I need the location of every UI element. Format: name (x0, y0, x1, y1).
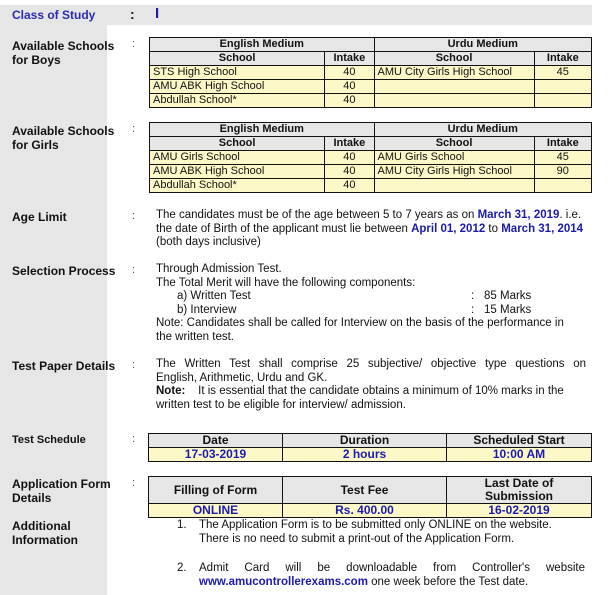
col-intake: Intake (534, 137, 591, 151)
urdu-medium-header: Urdu Medium (374, 38, 591, 52)
test-paper-line: English, Arithmetic, Urdu and GK. (156, 371, 328, 384)
table-row (149, 504, 592, 518)
test-start-time: 10:00 AM (447, 448, 592, 462)
col-last-date: Last Date of Submission (447, 477, 592, 504)
school-name: AMU Girls School (150, 151, 325, 165)
additional-line: one week before the Test date. (367, 575, 529, 588)
application-form-table (148, 476, 592, 518)
application-colon: : (132, 477, 136, 489)
selection-line: The Total Merit will have the following components: (156, 276, 416, 289)
test-paper-line: The Written Test shall comprise 25 subjective/ objective type questions on (156, 358, 586, 370)
label-column-background (0, 5, 107, 595)
age-text: The candidates must be of the age between 5 to 7 years as on (156, 209, 478, 221)
selection-note: the written test. (156, 330, 234, 343)
boys-schools-table (149, 37, 592, 108)
col-test-fee: Test Fee (283, 477, 447, 504)
test-schedule-table (148, 433, 592, 462)
intake: 45 (534, 151, 591, 165)
intake (534, 179, 591, 193)
test-schedule-label: Test Schedule (12, 434, 86, 446)
boys-schools-label (12, 39, 114, 67)
col-intake: Intake (534, 52, 591, 66)
intake: 45 (534, 66, 591, 80)
table-row (150, 151, 592, 165)
selection-colon: : (132, 264, 136, 276)
girls-colon: : (132, 123, 136, 135)
col-scheduled-start: Scheduled Start (447, 434, 592, 448)
age-limit-colon: : (132, 210, 136, 222)
intake: 40 (325, 151, 374, 165)
age-limit-label: Age Limit (12, 210, 67, 224)
additional-item-number: 2. (177, 562, 187, 574)
additional-item (199, 562, 585, 589)
school-name (374, 179, 534, 193)
table-row (150, 80, 592, 94)
selection-process-label: Selection Process (12, 264, 116, 278)
additional-info-label (12, 519, 78, 547)
component-row (156, 304, 596, 318)
school-name: AMU City Girls High School (374, 66, 534, 80)
school-name: AMU ABK High School (150, 80, 325, 94)
age-text: . i.e. (559, 209, 582, 221)
table-row (150, 165, 592, 179)
test-date: 17-03-2019 (149, 448, 283, 462)
class-of-study-label: Class of Study (12, 8, 96, 22)
school-name: Abdullah School* (150, 179, 325, 193)
girls-schools-label (12, 124, 114, 152)
col-intake: Intake (325, 52, 374, 66)
school-name: Abdullah School* (150, 94, 325, 108)
component-name: a) Written Test (177, 290, 251, 302)
table-row (150, 179, 592, 193)
intake: 40 (325, 80, 374, 94)
component-marks: 85 Marks (484, 290, 532, 302)
application-label-line2: Details (12, 491, 52, 505)
class-of-study-colon: : (130, 6, 135, 22)
col-school: School (150, 137, 325, 151)
age-text: the date of Birth of the applicant must lie between (156, 222, 412, 235)
test-fee: Rs. 400.00 (283, 504, 447, 518)
col-date: Date (149, 434, 283, 448)
additional-label-line2: Information (12, 533, 78, 547)
note-label: Note: (156, 385, 186, 397)
test-schedule-colon: : (132, 433, 136, 445)
component-row (156, 290, 596, 304)
application-form-label (12, 477, 111, 505)
test-duration: 2 hours (283, 448, 447, 462)
component-sep: : (471, 303, 475, 316)
col-intake: Intake (325, 137, 374, 151)
additional-line: Admit Card will be downloadable from Controller's website (199, 562, 585, 574)
intake: 40 (325, 66, 374, 80)
col-duration: Duration (283, 434, 447, 448)
reference-date: March 31, 2019 (477, 209, 560, 221)
application-label-line1: Application Form (12, 477, 111, 491)
table-row (149, 448, 592, 462)
girls-label-line1: Available Schools (12, 124, 115, 138)
boys-label-line2: for Boys (12, 53, 61, 67)
test-paper-note: It is essential that the candidate obtains a minimum of 10% marks in the (198, 385, 564, 397)
girls-label-line2: for Girls (12, 138, 59, 152)
filling-mode: ONLINE (149, 504, 283, 518)
school-name (374, 80, 534, 94)
selection-note: Note: Candidates shall be called for Interview on the basis of the performance in (156, 317, 564, 329)
component-marks: 15 Marks (484, 303, 532, 316)
test-paper-label: Test Paper Details (12, 359, 116, 373)
age-text: to (485, 222, 502, 235)
intake: 40 (325, 165, 374, 179)
selection-process-text (156, 263, 596, 344)
english-medium-header: English Medium (150, 123, 375, 137)
table-row (150, 66, 592, 80)
col-filling-of-form: Filling of Form (149, 477, 283, 504)
age-text: (both days inclusive) (156, 236, 261, 248)
table-row (150, 94, 592, 108)
school-name (374, 94, 534, 108)
urdu-medium-header: Urdu Medium (374, 123, 591, 137)
additional-line: The Application Form is to be submitted only ONLINE on the website. (199, 519, 552, 531)
component-sep: : (471, 290, 475, 302)
school-name: AMU City Girls High School (374, 165, 534, 179)
class-of-study-value: I (155, 5, 160, 22)
col-school: School (374, 52, 534, 66)
boys-colon: : (132, 38, 136, 50)
intake (534, 94, 591, 108)
col-school: School (150, 52, 325, 66)
additional-item (199, 519, 589, 546)
intake: 90 (534, 165, 591, 179)
age-limit-text (156, 209, 596, 250)
additional-item-number: 1. (177, 519, 187, 531)
intake: 40 (325, 94, 374, 108)
col-school: School (374, 137, 534, 151)
dob-end-date: March 31, 2014 (501, 222, 584, 235)
girls-schools-table (149, 122, 592, 193)
controller-website-link[interactable]: www.amucontrollerexams.com (199, 575, 368, 588)
test-paper-colon: : (132, 359, 136, 371)
last-date: 16-02-2019 (447, 504, 592, 518)
test-paper-text (156, 358, 586, 412)
additional-line: There is no need to submit a print-out of the Application Form. (199, 532, 515, 545)
component-name: b) Interview (177, 303, 237, 316)
test-paper-note: written test to be eligible for interview/ admission. (156, 398, 406, 411)
boys-label-line1: Available Schools (12, 39, 115, 53)
selection-line: Through Admission Test. (156, 263, 282, 275)
additional-label-line1: Additional (12, 519, 71, 533)
school-name: AMU Girls School (374, 151, 534, 165)
school-name: AMU ABK High School (150, 165, 325, 179)
intake (534, 80, 591, 94)
intake: 40 (325, 179, 374, 193)
dob-start-date: April 01, 2012 (411, 222, 486, 235)
english-medium-header: English Medium (150, 38, 375, 52)
school-name: STS High School (150, 66, 325, 80)
